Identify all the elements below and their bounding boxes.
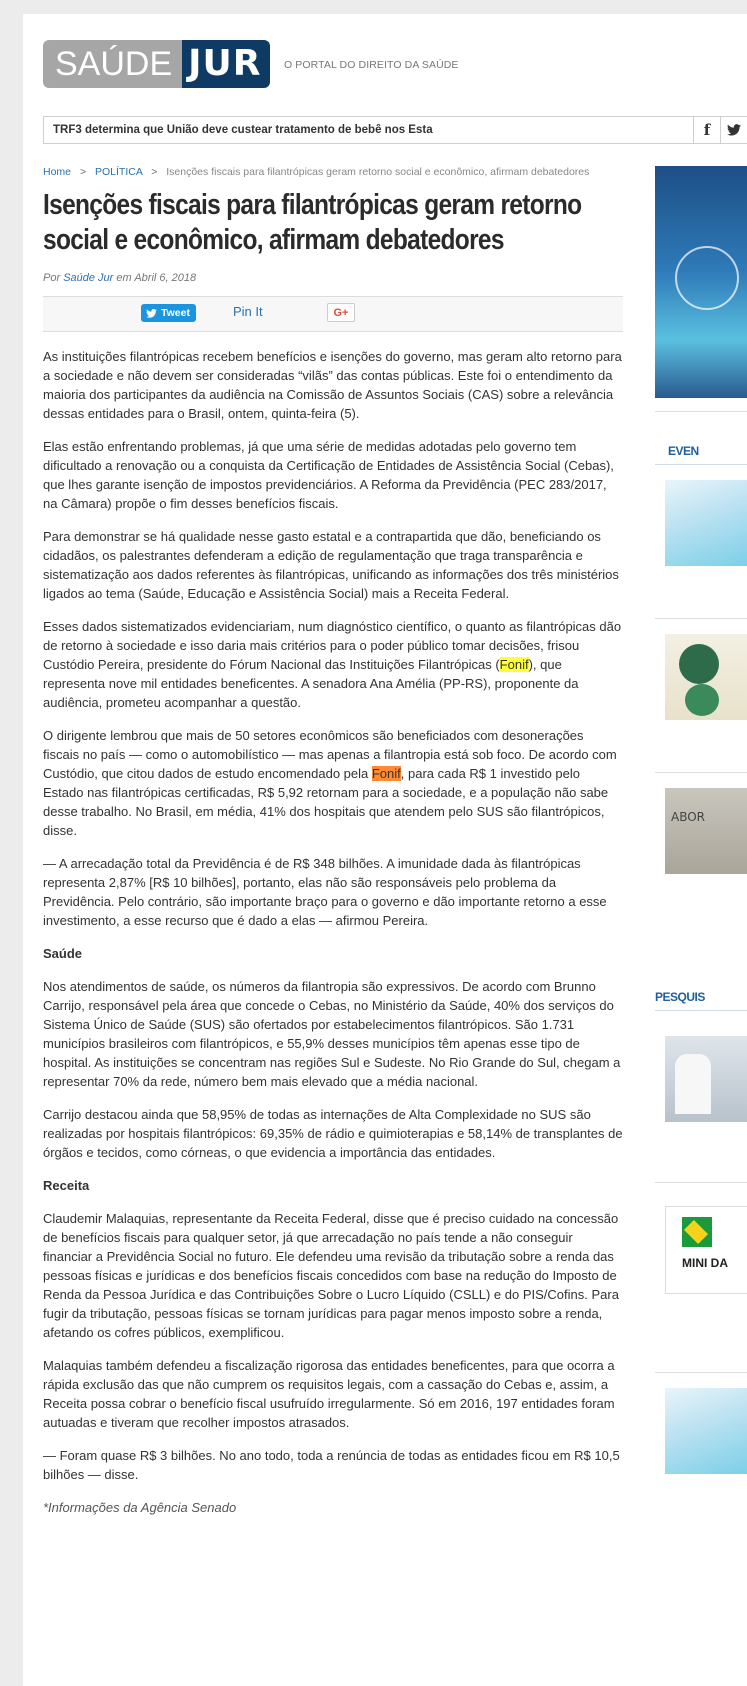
tweet-label: Tweet	[161, 307, 190, 319]
breadcrumb-separator: >	[151, 166, 158, 178]
sidebar-divider	[655, 1372, 747, 1373]
article-paragraph: Carrijo destacou ainda que 58,95% de todas as internações de Alta Complexidade no SUS são realizadas por hospitais filantrópicos: 69,35% de rádio e quimioterapias e 58,14% de transplantes de órgãos e tecidos, como córneas, o que evidencia a importância das entidades.	[43, 1107, 623, 1160]
twitter-icon[interactable]	[720, 117, 747, 143]
sidebar-divider	[655, 1010, 747, 1011]
article-body	[43, 347, 623, 1531]
sidebar-thumb-dental[interactable]	[665, 1388, 747, 1474]
doctor-figure	[675, 1054, 711, 1114]
paragraph-text: , para cada R$ 1 investido pelo Estado nas filantrópicas certificadas, R$ 5,92 retornam para a sociedade, e a população não sabe desse trabalho. No Brasil, em média, 41% dos hospitais que atendem pelo SUS são filantrópicos, disse.	[43, 766, 609, 838]
ticker-headline-link[interactable]: TRF3 determina que União deve custear tratamento de bebê nos Esta	[53, 124, 433, 136]
article-paragraph: — A arrecadação total da Previdência é de R$ 348 bilhões. A imunidade dada às filantrópicas representa 2,87% [R$ 10 bilhões], portanto, elas não são responsáveis pelo problema da Previdência. Pelo contrário, são importante braço para o governo e dão importante retorno a esse investimento, a esse recurso que é dado a elas — afirmou Pereira.	[43, 856, 607, 928]
breadcrumb	[43, 166, 589, 178]
news-ticker	[43, 116, 747, 144]
article-paragraph: Nos atendimentos de saúde, os números da filantropia são expressivos. De acordo com Brunno Carrijo, responsável pela área que concede o Cebas, no Ministério da Saúde, 40% dos serviços do Sistema Único de Saúde (SUS) são ofertados por estabelecimentos filantrópicos. São 1.731 municípios brasileiros com filantrópicos, e 55,9% desses municípios têm apenas esse tipo de hospital. As instituições se concentram nas regiões Sul e Sudeste. No Rio Grande do Sul, chegam a representar 70% da rede, número bem mais elevado que a média nacional.	[43, 979, 621, 1089]
highlighted-term: Fonif	[499, 657, 529, 672]
sidebar-heading-research: PESQUIS	[655, 990, 705, 1004]
ministry-text: MINI DA	[682, 1256, 728, 1270]
share-bar	[43, 296, 623, 332]
paragraph-text: Esses dados sistematizados evidenciariam, num diagnóstico científico, o quanto as filantrópicas dão de retorno à sociedade e isso daria mais critérios para o poder público tomar decisões, frisou Custódio Pereira, presidente do Fórum Nacional das Instituições Filantrópicas (	[43, 619, 622, 672]
article-paragraph	[43, 726, 623, 840]
article-byline	[43, 272, 196, 284]
article-credit: *Informações da Agência Senado	[43, 1500, 237, 1515]
breadcrumb-category-link[interactable]: POLÍTICA	[95, 166, 143, 178]
byline-prefix: Por	[43, 272, 61, 284]
article-paragraph: Malaquias também defendeu a fiscalização rigorosa das entidades beneficentes, para que ocorra a rápida exclusão das que não cumprem os requisitos legais, com a cassação do Cebas e, assim, a Receita possa cobrar o benefício fiscal usufruído irregularmente. Só em 2016, 197 entidades foram autuadas e tiveram que recolher impostos atrasados.	[43, 1358, 615, 1430]
sidebar-heading-events: EVEN	[668, 444, 699, 458]
twitter-bird-icon	[727, 124, 741, 136]
site-logo[interactable]	[43, 40, 270, 88]
article-paragraph	[43, 617, 623, 712]
article-paragraph: Para demonstrar se há qualidade nesse gasto estatal e a contrapartida que dão, beneficiando os cidadãos, os palestrantes defenderam a edição de regulamentação que traga transparência e sistematização aos dados referentes às filantrópicas, unificando as informações dos três ministérios ligados ao tema (Saúde, Educação e Assistência Social) mais a Receita Federal.	[43, 529, 619, 601]
page	[23, 14, 747, 1686]
logo-saude: SAÚDE	[43, 40, 182, 88]
breadcrumb-home-link[interactable]: Home	[43, 166, 72, 178]
highlighted-term-active: Fonif	[371, 766, 401, 781]
sidebar-thumb-trees[interactable]	[665, 634, 747, 720]
author-link[interactable]: Saúde Jur	[63, 272, 114, 284]
paragraph-text: ), que representa nove mil entidades beneficentes. A senadora Ana Amélia (PP-RS), proponente da audiência, prometeu acompanhar a questão.	[43, 657, 579, 710]
google-plus-button[interactable]: G+	[327, 303, 355, 322]
breadcrumb-separator: >	[79, 166, 87, 178]
sidebar-thumb-ministry[interactable]	[665, 1206, 747, 1294]
sidebar-banner-image[interactable]	[655, 166, 747, 398]
sidebar-divider	[655, 411, 747, 412]
article-paragraph: — Foram quase R$ 3 bilhões. No ano todo, toda a renúncia de todas as entidades ficou em R$ 10,5 bilhões — disse.	[43, 1448, 620, 1482]
tweet-button[interactable]	[141, 304, 196, 322]
breadcrumb-current: Isenções fiscais para filantrópicas geram retorno social e econômico, afirmam debatedores	[166, 166, 590, 178]
site-tagline: O PORTAL DO DIREITO DA SAÚDE	[284, 59, 459, 71]
wall-graffiti-text: ABOR	[671, 810, 706, 824]
byline-date: em Abril 6, 2018	[116, 272, 197, 284]
twitter-bird-icon	[146, 309, 157, 318]
article-paragraph: Claudemir Malaquias, representante da Receita Federal, disse que é preciso cuidado na concessão de benefícios fiscais para qualquer setor, já que arrecadação no país tende a não conseguir financiar a Previdência Social no futuro. Ele defendeu uma revisão da tributação sobre a renda das pessoas físicas e jurídicas e dos benefícios fiscais concedidos com base na redução do Imposto de Renda da Pessoa Jurídica e das Contribuições Sobre o Lucro Líquido (CSLL) e do PIS/Cofins. Para fugir da tributação, pessoas físicas se tornam jurídicas para pagar menos imposto sobre a renda, afetando os cofres públicos, exemplificou.	[43, 1211, 619, 1340]
page-title: Isenções fiscais para filantrópicas geram retorno social e econômico, afirmam debatedores	[43, 189, 582, 256]
article-paragraph: Elas estão enfrentando problemas, já que uma série de medidas adotadas pelo governo tem dificultado a renovação ou a conquista da Certificação de Entidades de Assistência Social (Cebas), que lhes garante isenção de impostos previdenciários. A Reforma da Previdência (PEC 283/2017, na Câmara) propõe o fim desses benefícios fiscais.	[43, 439, 614, 511]
section-heading-saude: Saúde	[43, 946, 83, 961]
logo-jur: JUR	[182, 40, 269, 88]
section-heading-receita: Receita	[43, 1178, 90, 1193]
banner-decoration	[675, 246, 739, 310]
sidebar-divider	[655, 772, 747, 773]
article-paragraph: As instituições filantrópicas recebem benefícios e isenções do governo, mas geram alto retorno para a sociedade e não devem ser consideradas “vilãs” das contas públicas. Este foi o entendimento da maioria dos participantes da audiência na Comissão de Assuntos Sociais (CAS) sobre a relevância dessas entidades para o Brasil, ontem, quinta-feira (5).	[43, 349, 622, 421]
sidebar-thumb-dental[interactable]	[665, 480, 747, 566]
tree-shape	[679, 644, 719, 684]
tree-shape	[685, 684, 719, 716]
facebook-icon[interactable]: f	[693, 117, 720, 143]
sidebar-thumb-protest[interactable]	[665, 788, 747, 874]
pin-it-button[interactable]: Pin It	[233, 304, 263, 319]
sidebar-divider	[655, 464, 747, 465]
sidebar-divider	[655, 1182, 747, 1183]
paragraph-text: O dirigente lembrou que mais de 50 setores econômicos são beneficiados com desonerações fiscais no país — como o automobilístico — mas apenas a filantropia está sob foco. De acordo com Custódio, que citou dados de estudo encomendado pela	[43, 728, 617, 781]
sidebar-divider	[655, 618, 747, 619]
sidebar-thumb-doctor[interactable]	[665, 1036, 747, 1122]
